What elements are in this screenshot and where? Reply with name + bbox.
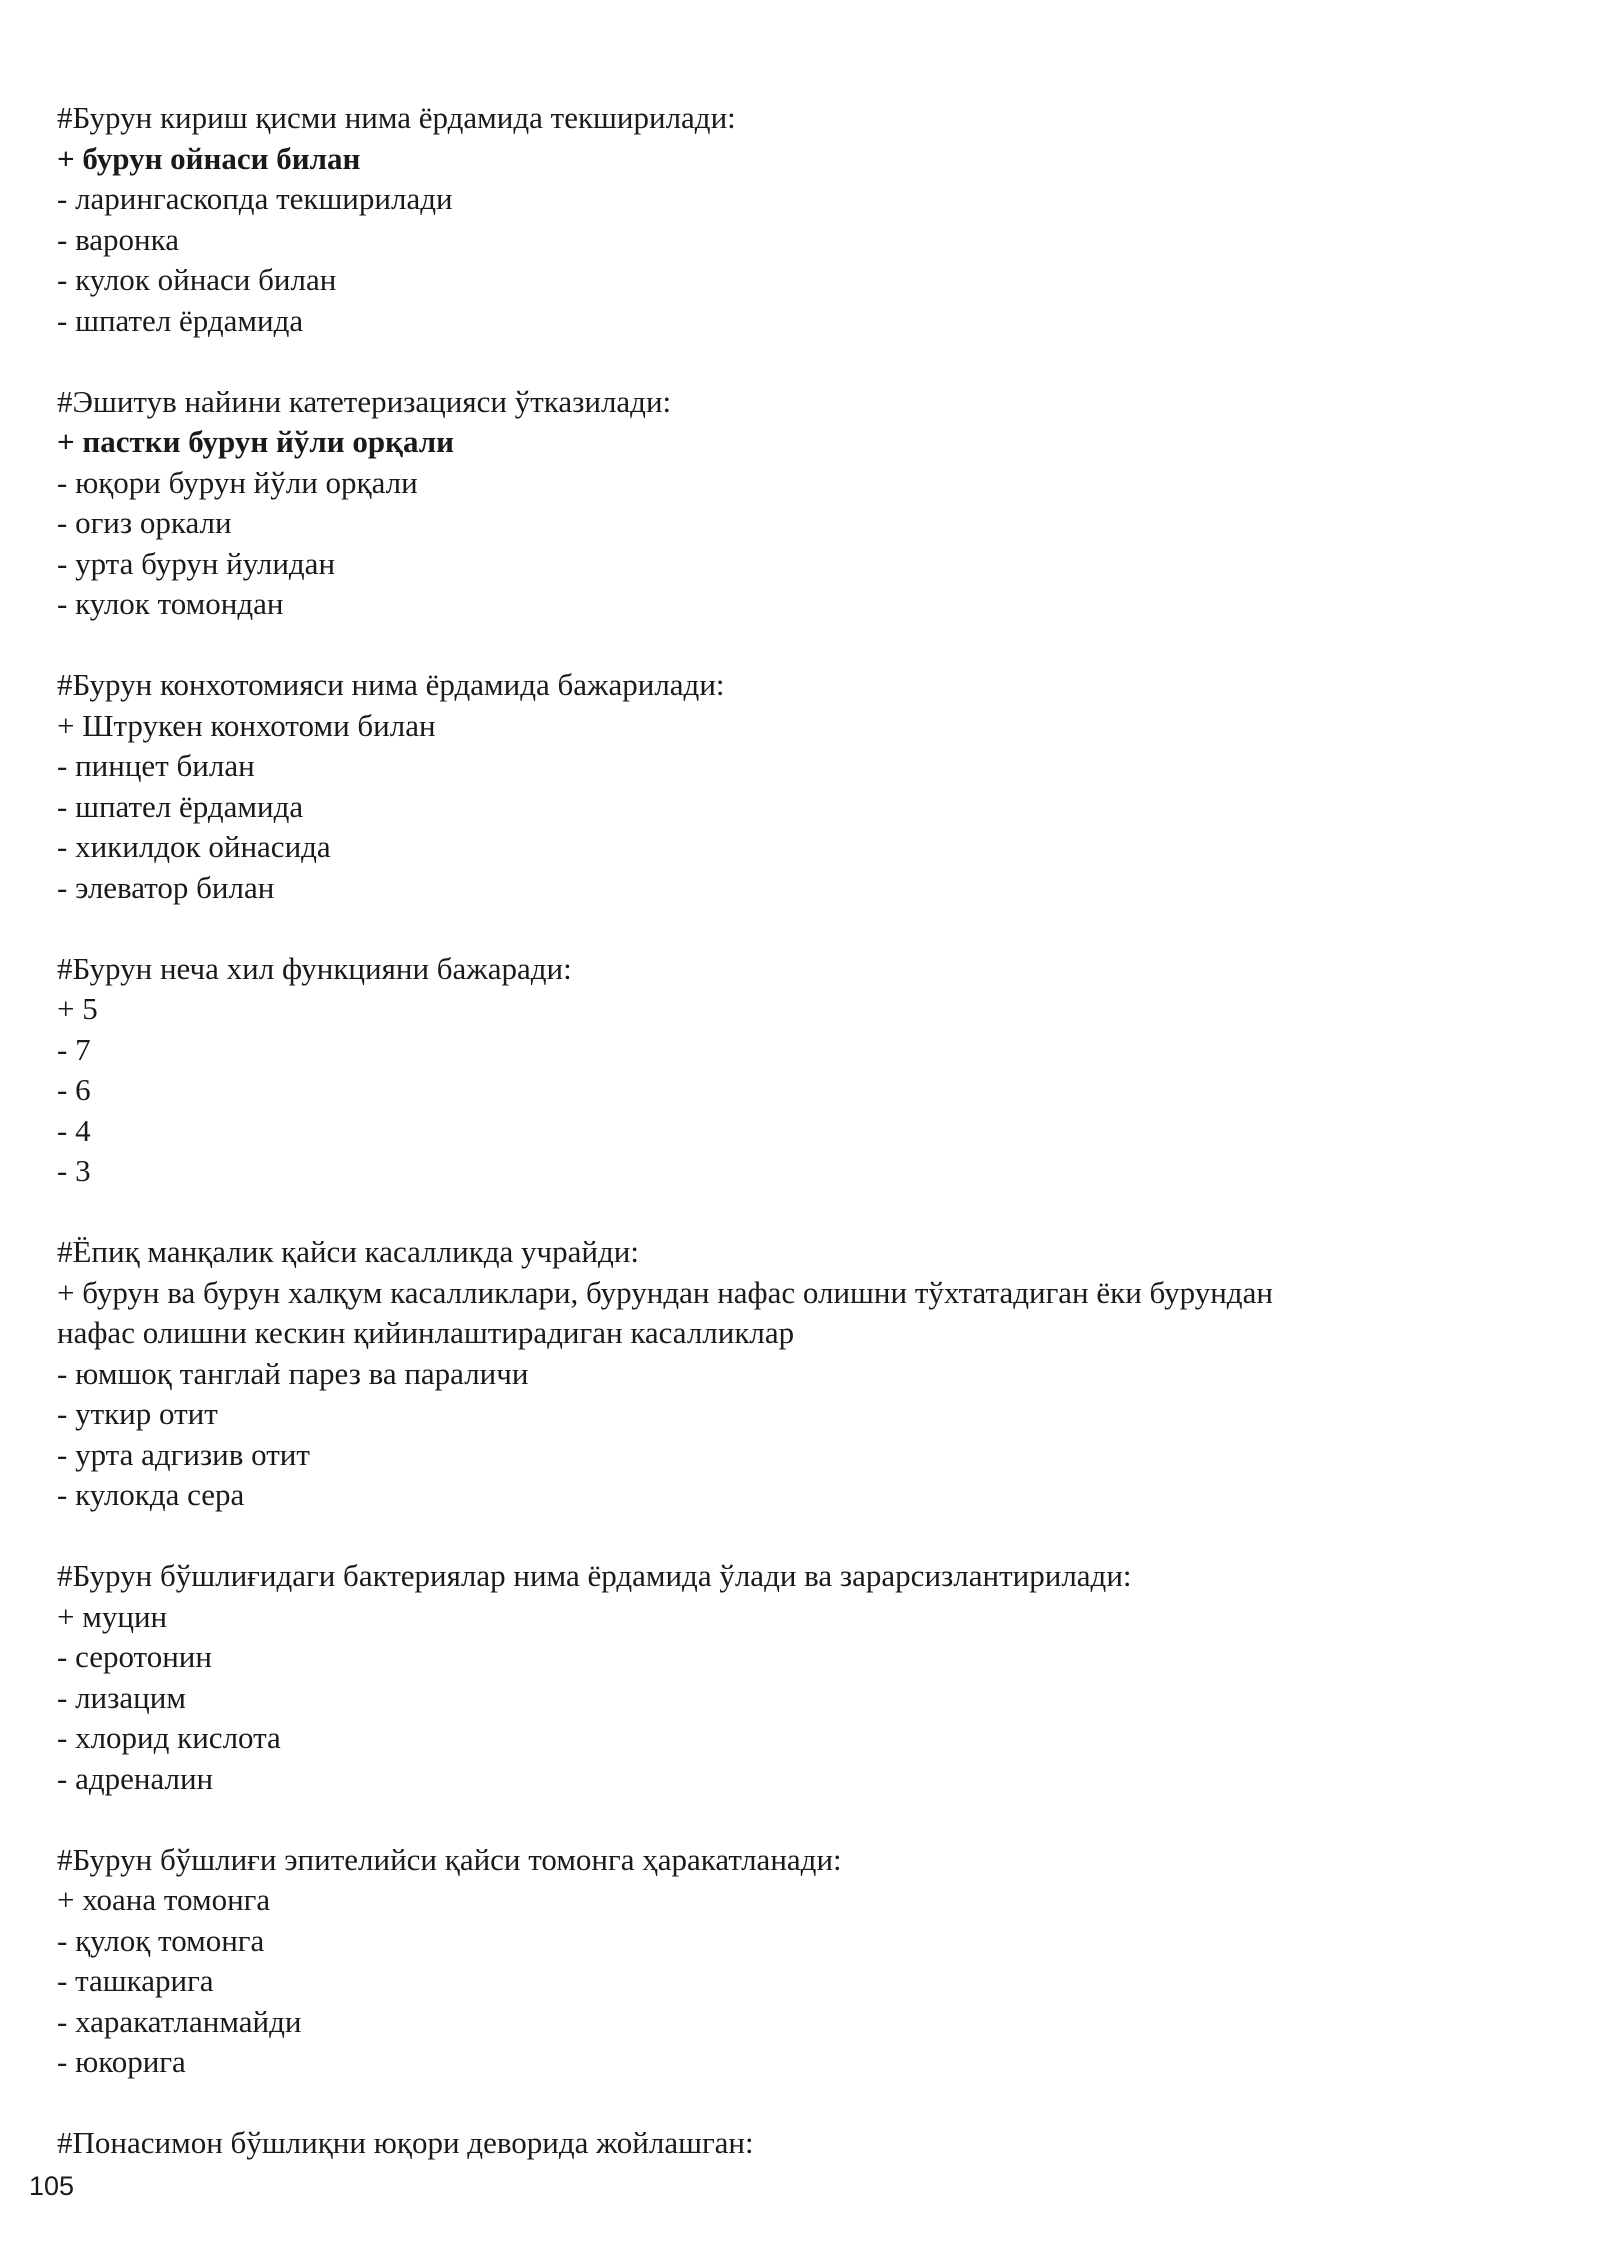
answer-option: - 7: [57, 1031, 91, 1067]
answer-option: - харакатланмайди: [57, 2003, 302, 2039]
question-text: #Бурун бўшлиғидаги бактериялар нима ёрдамида ўлади ва зарарсизлантирилади:: [57, 1558, 1132, 1593]
answer-option: - 6: [57, 1072, 91, 1107]
question-text: #Бурун неча хил функцияни бажаради:: [57, 950, 572, 986]
answer-option: - юмшоқ танглай парез ва параличи: [57, 1355, 529, 1391]
document-body: [57, 98, 1537, 2204]
question-block: [57, 1232, 1537, 1516]
question-block: [57, 665, 1537, 908]
answer-option: - лизацим: [57, 1679, 186, 1715]
question-block: [57, 382, 1537, 625]
answer-option: - кулок томондан: [57, 586, 284, 621]
answer-option: - хикилдок ойнасида: [57, 829, 331, 864]
answer-option: - кулок ойнаси билан: [57, 262, 337, 297]
question-text: #Бурун конхотомияси нима ёрдамида бажарилади:: [57, 667, 725, 702]
answer-option: - уткир отит: [57, 1396, 218, 1431]
answer-option: + бурун ойнаси билан: [57, 140, 361, 176]
answer-option: - қулоқ томонга: [57, 1922, 265, 1958]
answer-option: нафас олишни кескин қийинлаштирадиган касалликлар: [57, 1315, 795, 1350]
answer-option: - юқори бурун йўли орқали: [57, 464, 418, 500]
question-block: [57, 949, 1537, 1192]
answer-option: - хлорид кислота: [57, 1720, 281, 1755]
answer-option: + хоана томонга: [57, 1882, 271, 1917]
answer-option: - урта адгизив отит: [57, 1436, 310, 1472]
answer-option: - ташкарига: [57, 1963, 214, 1998]
question-block: [57, 98, 1537, 341]
answer-option: - 4: [57, 1112, 91, 1148]
question-text: #Ёпиқ манқалик қайси касалликда учрайди:: [57, 1234, 639, 1269]
answer-option: - ларингаскопда текширилади: [57, 181, 453, 216]
answer-option: + муцин: [57, 1598, 168, 1634]
answer-option: + Штрукен конхотоми билан: [57, 707, 436, 743]
answer-option: + бурун ва бурун халқум касалликлари, бурундан нафас олишни тўхтатадиган ёки бурундан: [57, 1274, 1273, 1310]
answer-option: - адреналин: [57, 1760, 214, 1796]
question-block: [57, 2123, 1537, 2164]
question-block: [57, 1840, 1537, 2083]
question-text: #Эшитув найини катетеризацияси ўтказилади:: [57, 383, 672, 419]
question-text: #Бурун бўшлиғи эпителийси қайси томонга ҳаракатланади:: [57, 1841, 842, 1877]
answer-option: - урта бурун йулидан: [57, 545, 336, 581]
answer-option: + 5: [57, 991, 98, 1026]
answer-option: - шпател ёрдамида: [57, 788, 304, 824]
answer-option: - юкорига: [57, 2044, 186, 2079]
answer-option: - варонка: [57, 221, 180, 257]
answer-option: - пинцет билан: [57, 748, 255, 783]
answer-option: - серотонин: [57, 1639, 212, 1674]
answer-option: + пастки бурун йўли орқали: [57, 424, 454, 459]
answer-option: - 3: [57, 1153, 91, 1188]
question-block: [57, 1556, 1537, 1799]
answer-option: - элеватор билан: [57, 869, 275, 905]
question-text: #Понасимон бўшлиқни юқори деворида жойлашган:: [57, 2125, 754, 2160]
answer-option: - шпател ёрдамида: [57, 302, 304, 338]
answer-option: - огиз оркали: [57, 505, 232, 540]
page-number: 105: [29, 2171, 75, 2201]
question-text: #Бурун кириш қисми нима ёрдамида текширилади:: [57, 100, 736, 135]
answer-option: - кулокда сера: [57, 1477, 245, 1512]
